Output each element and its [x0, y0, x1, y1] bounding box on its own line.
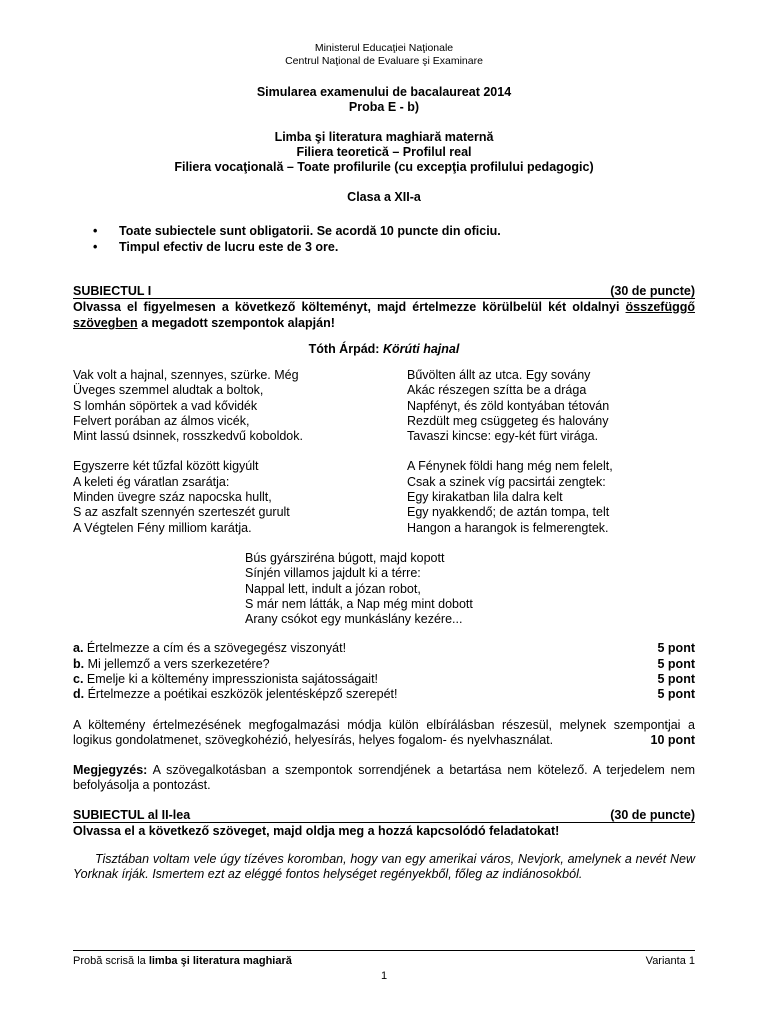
poem-line: Akác részegen szítta be a drága: [407, 383, 587, 398]
question-text: Emelje ki a költemény impresszionista sajátosságait!: [86, 672, 379, 687]
poem-author: Tóth Árpád:: [308, 342, 380, 356]
question-text: Értelmezze a poétikai eszközök jelentésképző szerepét!: [87, 687, 398, 702]
stanza: [407, 368, 695, 444]
question-points: 5 pont: [657, 672, 695, 687]
subject-1-instruction: [73, 299, 695, 331]
page-number: 1: [380, 970, 388, 982]
question-points: 5 pont: [657, 641, 695, 656]
question-letter: a.: [73, 641, 84, 656]
note-label: Megjegyzés:: [73, 762, 148, 777]
poem-line: Egy nyakkendő; de aztán tompa, telt: [407, 505, 610, 520]
poem-line: Rezdült meg csüggeteg és halovány: [407, 413, 609, 428]
poem-line: Tavaszi kincse: egy-két fürt virága.: [407, 429, 599, 444]
poem-line: Vak volt a hajnal, szennyes, szürke. Még: [73, 368, 299, 382]
subject-1-heading: [73, 284, 695, 299]
poem-line: Sínjén villamos jajdult ki a térre:: [245, 566, 421, 581]
exam-filiera-2: Filiera vocaţională – Toate profilurile (cu excepţia profilului pedagogic): [174, 160, 594, 174]
evaluation-text: A költemény értelmezésének megfogalmazási módja külön elbírálásban részesül, melynek szempontjai a logikus gondolatmenet, szövegkohézió, helyesírás, helyes fogalom- és nyelvhasználat.: [73, 717, 695, 748]
page-footer: [73, 950, 695, 968]
instruction-text-end: a megadott szempontok alapján!: [137, 316, 335, 330]
poem-line: A Fénynek földi hang még nem felelt,: [407, 459, 613, 474]
poem-line: A Végtelen Fény milliom karátja.: [73, 520, 252, 535]
poem-title: Körúti hajnal: [382, 342, 460, 356]
ministry-line: Ministerul Educaţiei Naţionale: [314, 42, 454, 54]
evaluation-paragraph: [73, 718, 695, 749]
note-text: A szövegalkotásban a szempontok sorrendjének a betartása nem kötelező. A terjedelem nem befolyásolja a pontozást.: [73, 762, 695, 793]
instruction-underlined: összefüggő szövegben: [73, 300, 695, 330]
question-points: 5 pont: [657, 656, 695, 671]
poem-line: S már nem látták, a Nap még mint dobott: [245, 596, 473, 611]
poem-line: Csak a szinek víg pacsirtái zengtek:: [407, 474, 606, 489]
poem-line: Mint lassú dsinnek, rosszkedvű koboldok.: [73, 429, 303, 444]
poem-line: A keleti ég váratlan zsarátja:: [73, 474, 230, 489]
rule-item: • Timpul efectiv de lucru este de 3 ore.: [73, 239, 695, 255]
poem-columns: [73, 368, 695, 536]
poem-heading: [73, 342, 695, 357]
question-text: Mi jellemző a vers szerkezetére?: [87, 656, 270, 671]
poem-line: Felvert porában az álmos vicék,: [73, 413, 250, 428]
poem-line: Bűvölten állt az utca. Egy sovány: [407, 368, 591, 382]
exam-proba: Proba E - b): [348, 100, 420, 114]
poem-line: Hangon a harangok is felmerengtek.: [407, 520, 609, 535]
poem-line: S az aszfalt szennyén szerteszét gurult: [73, 505, 290, 520]
exam-class: Clasa a XII-a: [347, 190, 421, 204]
poem-right-column: [407, 368, 695, 536]
subject-1-label: SUBIECTUL I: [73, 284, 152, 298]
note-paragraph: [73, 763, 695, 794]
question-item: [73, 641, 695, 656]
question-item: [73, 687, 695, 702]
poem-line: S lomhán söpörtek a vad kővidék: [73, 398, 258, 413]
footer-variant: Varianta 1: [645, 955, 695, 967]
subject-1-points: (30 de puncte): [610, 284, 695, 298]
rule-item: • Toate subiectele sunt obligatorii. Se acordă 10 puncte din oficiu.: [73, 223, 695, 239]
poem-line: Üveges szemmel aludtak a boltok,: [73, 383, 264, 398]
subject-2-points: (30 de puncte): [610, 807, 695, 822]
question-letter: c.: [73, 672, 84, 687]
footer-subject: limba şi literatura maghiară: [148, 955, 292, 967]
document-page: [73, 42, 695, 883]
poem-line: Nappal lett, indult a józan robot,: [245, 581, 421, 596]
stanza: [407, 459, 695, 535]
questions-list: [73, 641, 695, 702]
evaluation-points: 10 pont: [650, 733, 695, 748]
footer-left: [73, 954, 292, 968]
poem-line: Bús gyársziréna búgott, majd kopott: [245, 550, 445, 565]
center-line: Centrul Naţional de Evaluare şi Examinare: [285, 55, 483, 67]
question-item: [73, 657, 695, 672]
poem-line: Minden üvegre száz napocska hullt,: [73, 490, 272, 505]
subject-2-heading: [73, 808, 695, 823]
question-letter: b.: [73, 656, 85, 671]
poem-left-column: [73, 368, 407, 536]
question-item: [73, 672, 695, 687]
question-text: Értelmezze a cím és a szövegegész viszonyát!: [86, 641, 347, 656]
question-letter: d.: [73, 687, 85, 702]
poem-line: Egy kirakatban lila dalra kelt: [407, 490, 563, 505]
stanza: [73, 368, 407, 444]
subject-2-instruction: Olvassa el a következő szöveget, majd oldja meg a hozzá kapcsolódó feladatokat!: [73, 823, 560, 838]
instruction-text: Olvassa el figyelmesen a következő költeményt, majd értelmezze körülbelül két oldalnyi: [73, 300, 626, 314]
poem-line: Napfényt, és zöld kontyában tétován: [407, 398, 610, 413]
subject-2-label: SUBIECTUL al II-lea: [73, 807, 191, 822]
exam-title: Simularea examenului de bacalaureat 2014: [256, 85, 512, 99]
poem-line: Egyszerre két tűzfal között kigyúlt: [73, 459, 259, 474]
subject-2-text: Tisztában voltam vele úgy tízéves koromban, hogy van egy amerikai város, Nevjork, amelynek a nevét New Yorknak írják. Ismertem ezt az eléggé fontos helységet regényekből, főleg az indiánosokból.: [73, 851, 695, 882]
exam-filiera-1: Filiera teoretică – Profilul real: [296, 145, 472, 159]
final-stanza: [73, 551, 695, 627]
exam-subject: Limba şi literatura maghiară maternă: [274, 130, 494, 144]
poem-line: Arany csókot egy munkáslány kezére...: [245, 612, 463, 627]
rules-list: [73, 223, 695, 255]
question-points: 5 pont: [657, 687, 695, 702]
footer-label: Probă scrisă la: [73, 955, 149, 967]
stanza: [73, 459, 407, 535]
